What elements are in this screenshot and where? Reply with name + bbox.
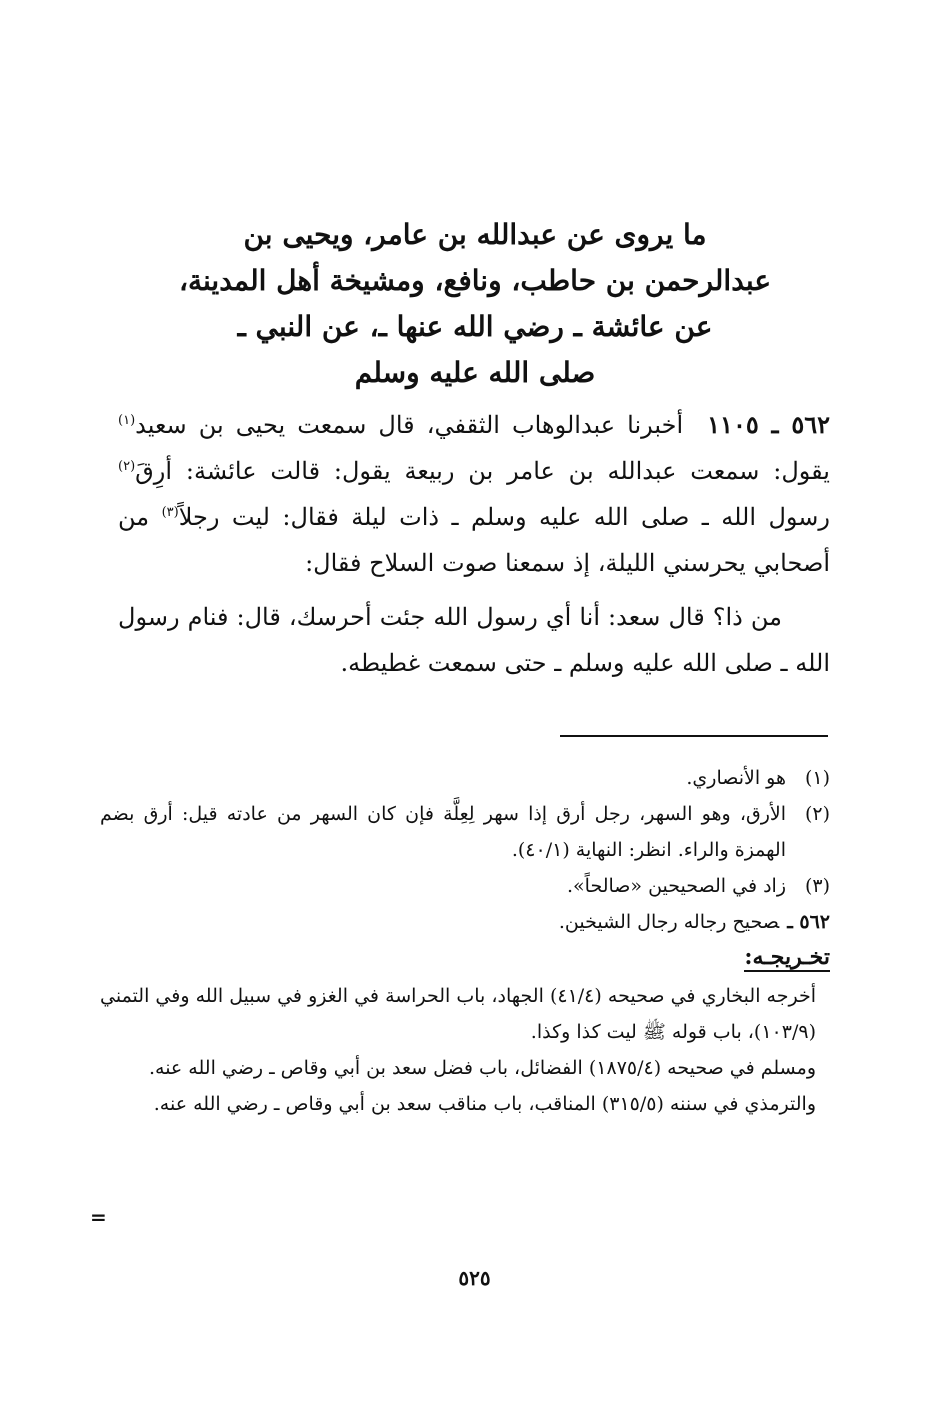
- hadith-paragraph-1: [118, 402, 830, 586]
- takhrij-ref-number: ٥٦٢ ـ: [787, 911, 830, 933]
- heading-line-3: عن عائشة ـ رضي الله عنها ـ، عن النبي ـ: [237, 310, 713, 343]
- takhrij-grading: [100, 904, 830, 940]
- footnote-ref-1: (١): [118, 413, 136, 428]
- takhrij-grading-text: صحيح رجاله رجال الشيخين.: [558, 911, 780, 933]
- footnote-number: (١): [804, 767, 830, 789]
- hadith-text-part-4: من أصحابي يحرسني الليلة، إذ سمعنا صوت السلاح فقال:: [118, 503, 830, 577]
- hadith-text-part-2: يقول: سمعت عبدالله بن عامر بن ربيعة يقول: قالت عائشة: أرِقَ: [135, 457, 830, 485]
- hadith-text-part-3: رسول الله ـ صلى الله عليه وسلم ـ ذات ليلة فقال: ليت رجلاً: [178, 503, 830, 531]
- footnote-1: [100, 760, 830, 796]
- footnote-ref-3: (٣): [161, 505, 179, 520]
- footnotes-section: [100, 760, 830, 1122]
- footnote-3: [100, 868, 830, 904]
- chapter-heading: [160, 212, 790, 396]
- footnote-number: (٢): [804, 803, 830, 825]
- takhrij-paragraph-1: أخرجه البخاري في صحيحه (٤١/٤) الجهاد، باب الحراسة في الغزو في سبيل الله وفي التمني (١٠٣/٩)، باب قوله ﷺ ليت كذا وكذا.: [100, 985, 816, 1043]
- hadith-text: [118, 402, 830, 686]
- page-number: ٥٢٥: [458, 1266, 491, 1290]
- footnote-ref-2: (٢): [118, 459, 136, 474]
- heading-line-4: صلى الله عليه وسلم: [354, 356, 596, 389]
- footnote-text: هو الأنصاري.: [686, 767, 786, 789]
- takhrij-paragraph-3: والترمذي في سننه (٣١٥/٥) المناقب، باب مناقب سعد بن أبي وقاص ـ رضي الله عنه.: [153, 1093, 816, 1115]
- heading-line-1: ما يروى عن عبدالله بن عامر، ويحيى بن: [243, 218, 707, 251]
- heading-line-2: عبدالرحمن بن حاطب، ونافع، ومشيخة أهل المدينة،: [178, 264, 772, 297]
- footnote-divider: [560, 735, 828, 737]
- hadith-paragraph-2: من ذا؟ قال سعد: أنا أي رسول الله جئت أحرسك، قال: فنام رسول الله ـ صلى الله عليه وسلم ـ حتى سمعت غطيطه.: [118, 603, 830, 677]
- hadith-text-part-1: أخبرنا عبدالوهاب الثقفي، قال سمعت يحيى بن سعيد: [135, 411, 684, 439]
- footnote-text: الأرق، وهو السهر، رجل أرق إذا سهر لِعِلَّة فإن كان السهر من عادته قيل: أرق بضم الهمزة والراء. انظر: النهاية (٤٠/١).: [100, 803, 786, 861]
- takhrij-paragraph-2: ومسلم في صحيحه (١٨٧٥/٤) الفضائل، باب فضل سعد بن أبي وقاص ـ رضي الله عنه.: [148, 1057, 816, 1079]
- footnote-text: زاد في الصحيحين «صالحاً».: [566, 875, 786, 897]
- continuation-mark: =: [90, 1205, 107, 1229]
- takhrij-heading: تخـريجـه:: [744, 944, 830, 970]
- footnote-2: [100, 796, 830, 868]
- footnote-number: (٣): [804, 875, 830, 897]
- hadith-number: ٥٦٢ ـ ١١٠٥: [707, 410, 830, 439]
